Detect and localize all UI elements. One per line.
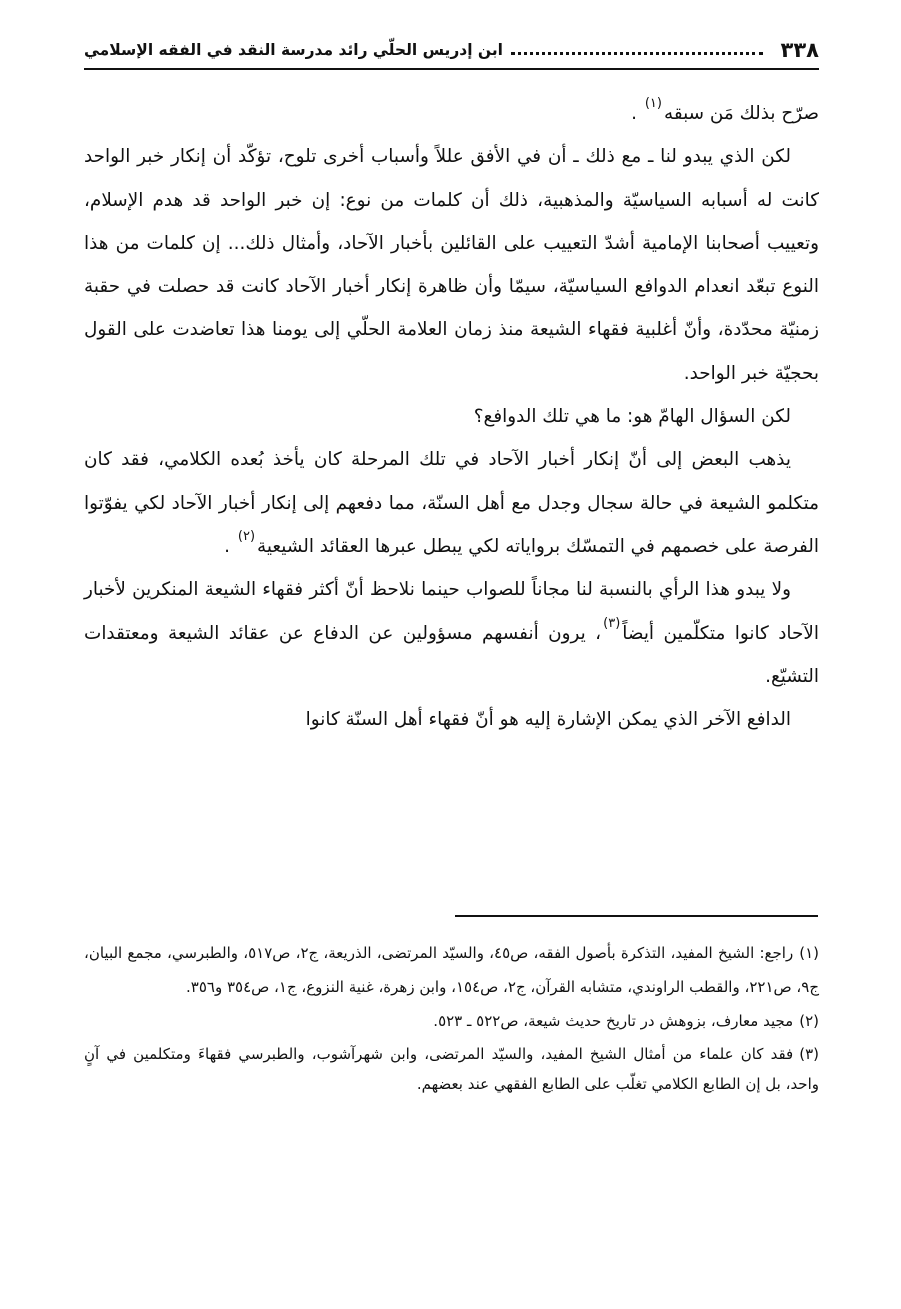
running-header	[84, 34, 819, 66]
paragraph: لكن الذي يبدو لنا ـ مع ذلك ـ أن في الأفق عللاً وأسباب أخرى تلوح، تؤكّد أن إنكار خبر الواحد كانت له أسبابه السياسيّة والمذهبية، ذلك أن كلمات من نوع: إن خبر الواحد قد هدم الإسلام، وتعييب أصحابنا الإمامية أشدّ التعييب على القائلين بأخبار الآحاد، وأمثال ذلك... إن كلمات من هذا النوع تبعّد انعدام الدوافع السياسيّة، سيمّا وأن ظاهرة إنكار أخبار الآحاد كانت قد حصلت في حقبة زمنيّة محدّدة، وأنّ أغلبية فقهاء الشيعة منذ زمان العلامة الحلّي إلى يومنا هذا تعاضدت على القول بحجيّة خبر الواحد.	[84, 146, 819, 384]
footnote-number: (٢)	[799, 1012, 819, 1031]
footnote-text: راجع: الشيخ المفيد، التذكرة بأصول الفقه، ص٤٥، والسيّد المرتضى، الذريعة، ج٢، ص٥١٧، والطبرسي، مجمع البيان، ج٩، ص٢٢١، والقطب الراوندي، متشابه القرآن، ج٢، ص١٥٤، وابن زهرة، غنية النزوع، ج١، ص٣٥٤ و٣٥٦.	[84, 944, 819, 997]
footnote-3	[84, 1039, 819, 1100]
footnote-number: (١)	[799, 944, 819, 962]
footnote-ref-1[interactable]: (١)	[644, 96, 662, 112]
footnote-text: مجيد معارف، بزوهش در تاريخ حديث شيعة، ص٥٢٢ ـ ٥٢٣.	[433, 1012, 794, 1031]
header-title: ابن إدريس الحلّي رائد مدرسة النقد في الفقه الإسلامي	[84, 41, 503, 59]
footnote-number: (٣)	[799, 1044, 819, 1063]
footnote-2	[84, 1004, 819, 1038]
footnote-ref-2[interactable]: (٢)	[237, 529, 256, 545]
paragraph: ولا يبدو هذا الرأي بالنسبة لنا مجاناً للصواب حينما نلاحظ أنّ أكثر فقهاء الشيعة المنكرين لأخبار الآحاد كانوا متكلّمين أيضاً$^{(٣)}$، يرون أنفسهم مسؤولين عن الدفاع عن عقائد الشيعة ومعتقدات التشيّع.	[84, 579, 819, 687]
paragraph: يذهب البعض إلى أنّ إنكار أخبار الآحاد في تلك المرحلة كان يأخذ بُعده الكلامي، فقد كان متكلمو الشيعة في حالة سجال وجدل مع أهل السنّة، مما دفعهم إلى إنكار أخبار الآحاد لكي يفوّتوا الفرصة على خصمهم في التمسّك برواياته لكي يبطل عبرها العقائد الشيعية$^{(٢)}$ .	[84, 449, 819, 557]
footnotes	[84, 936, 819, 1100]
header-rule	[84, 68, 819, 70]
footnote-ref-3[interactable]: (٣)	[603, 615, 621, 631]
paragraph: الدافع الآخر الذي يمكن الإشارة إليه هو أنّ فقهاء أهل السنّة كانوا	[305, 709, 791, 731]
footnote-text: فقد كان علماء من أمثال الشيخ المفيد، والسيّد المرتضى، وابن شهرآشوب، والطبرسي فقهاءَ ومتكلمين في آنٍ واحد، بل إن الطابع الكلامي تغلّب على الطابع الفقهي عند بعضهم.	[84, 1044, 819, 1094]
main-text	[84, 92, 819, 741]
header-dot-leader	[511, 52, 763, 55]
footnote-separator	[455, 915, 818, 917]
footnote-1	[84, 936, 819, 1004]
page-number: ٣٣٨	[780, 38, 819, 62]
paragraph-continuation: صرّح بذلك مَن سبقه$^{(١)}$ .	[631, 96, 819, 124]
paragraph-question: لكن السؤال الهامّ هو: ما هي تلك الدوافع؟	[473, 406, 791, 428]
